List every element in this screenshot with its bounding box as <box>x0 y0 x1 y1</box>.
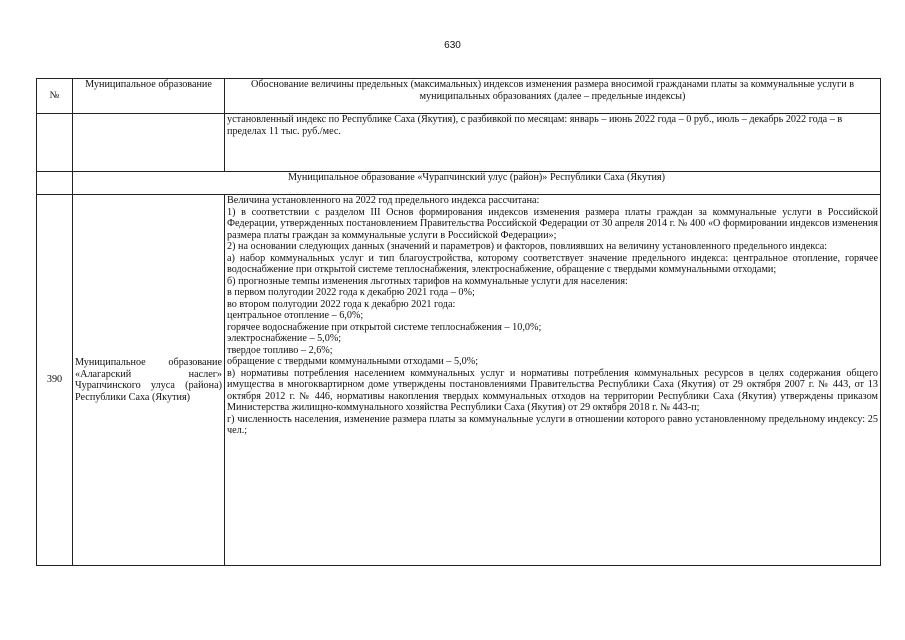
justification-paragraph: центральное отопление – 6,0%; <box>227 310 364 321</box>
page-number: 630 <box>444 40 461 51</box>
justification-paragraph: 1) в соответствии с разделом III Основ формирования индексов изменения размера платы граждан за коммунальные услуги в Российской Федерации, утвержденных постановлением Правительства Российской Федерации от 30 апреля 2014 г. № 400 «О формировании индексов изменения размера платы граждан за коммунальные услуги в Российской Федерации»; <box>227 206 878 241</box>
section-number-cell <box>37 172 73 195</box>
justification-paragraph: г) численность населения, изменение размера платы за коммунальные услуги в отношении которого равно установленному предельному индексу: 25 чел.; <box>227 413 878 436</box>
indices-table <box>36 78 881 566</box>
table-header-row <box>37 79 881 114</box>
justification-paragraph: б) прогнозные темпы изменения льготных тарифов на коммунальные услуги для населения: <box>227 275 628 287</box>
header-justification: Обоснование величины предельных (максимальных) индексов изменения размера вносимой гражданами платы за коммунальные услуги в муниципальных образованиях (далее – предельные индексы) <box>225 79 881 114</box>
justification-paragraph: твердое топливо – 2,6%; <box>227 344 333 356</box>
justification-paragraph: 2) на основании следующих данных (значений и параметров) и факторов, повлиявших на величину установленного предельного индекса: <box>227 241 828 252</box>
row-number: 390 <box>37 195 73 566</box>
header-number: № <box>37 79 73 114</box>
justification-paragraph: обращение с твердыми коммунальными отходами – 5,0%; <box>227 356 479 367</box>
table-row <box>37 195 881 566</box>
justification-paragraph: Величина установленного на 2022 год предельного индекса рассчитана: <box>227 195 540 206</box>
justification-paragraph: электроснабжение – 5,0%; <box>227 333 342 344</box>
justification-paragraph: в первом полугодии 2022 года к декабрю 2021 года – 0%; <box>227 287 475 298</box>
justification-paragraph: а) набор коммунальных услуг и тип благоустройства, которому соответствует значение предельного индекса: центральное отопление, горячее водоснабжение при открытой системе теплоснабжения, электроснабжение, обращение с твердыми коммунальными отходами; <box>227 252 878 275</box>
continuation-text: установленный индекс по Республике Саха (Якутия), с разбивкой по месяцам: январь – июнь 2022 года – 0 руб., июль – декабрь 2022 года – в пределах 11 тыс. руб./мес. <box>225 114 881 172</box>
header-municipality: Муниципальное образование <box>73 79 225 114</box>
municipality-section-row <box>37 172 881 195</box>
justification-paragraph: в) нормативы потребления населением коммунальных услуг и нормативы потребления коммунальных ресурсов в целях содержания общего имущества в многоквартирном доме утверждены постановлениями Правительства Республики Саха (Якутия) от 29 октября 2007 г. № 443, от 13 октября 2012 г. № 446, нормативы накопления твердых коммунальных отходов на территории Республики Саха (Якутия) утверждены приказом Министерства жилищно-коммунального хозяйства Республики Саха (Якутия) от 29 октября 2018 г. № 443-п; <box>227 367 878 413</box>
continuation-row <box>37 114 881 172</box>
justification-paragraph: горячее водоснабжение при открытой системе теплоснабжения – 10,0%; <box>227 321 542 333</box>
municipality-section-title: Муниципальное образование «Чурапчинский улус (район)» Республики Саха (Якутия) <box>73 172 881 195</box>
row-justification <box>225 195 881 566</box>
continuation-number-cell <box>37 114 73 172</box>
justification-paragraph: во втором полугодии 2022 года к декабрю 2021 года: <box>227 298 456 310</box>
row-municipality: Муниципальное образование «Алагарский наслег» Чурапчинского улуса (района) Республики Саха (Якутия) <box>73 195 225 566</box>
continuation-municipality-cell <box>73 114 225 172</box>
